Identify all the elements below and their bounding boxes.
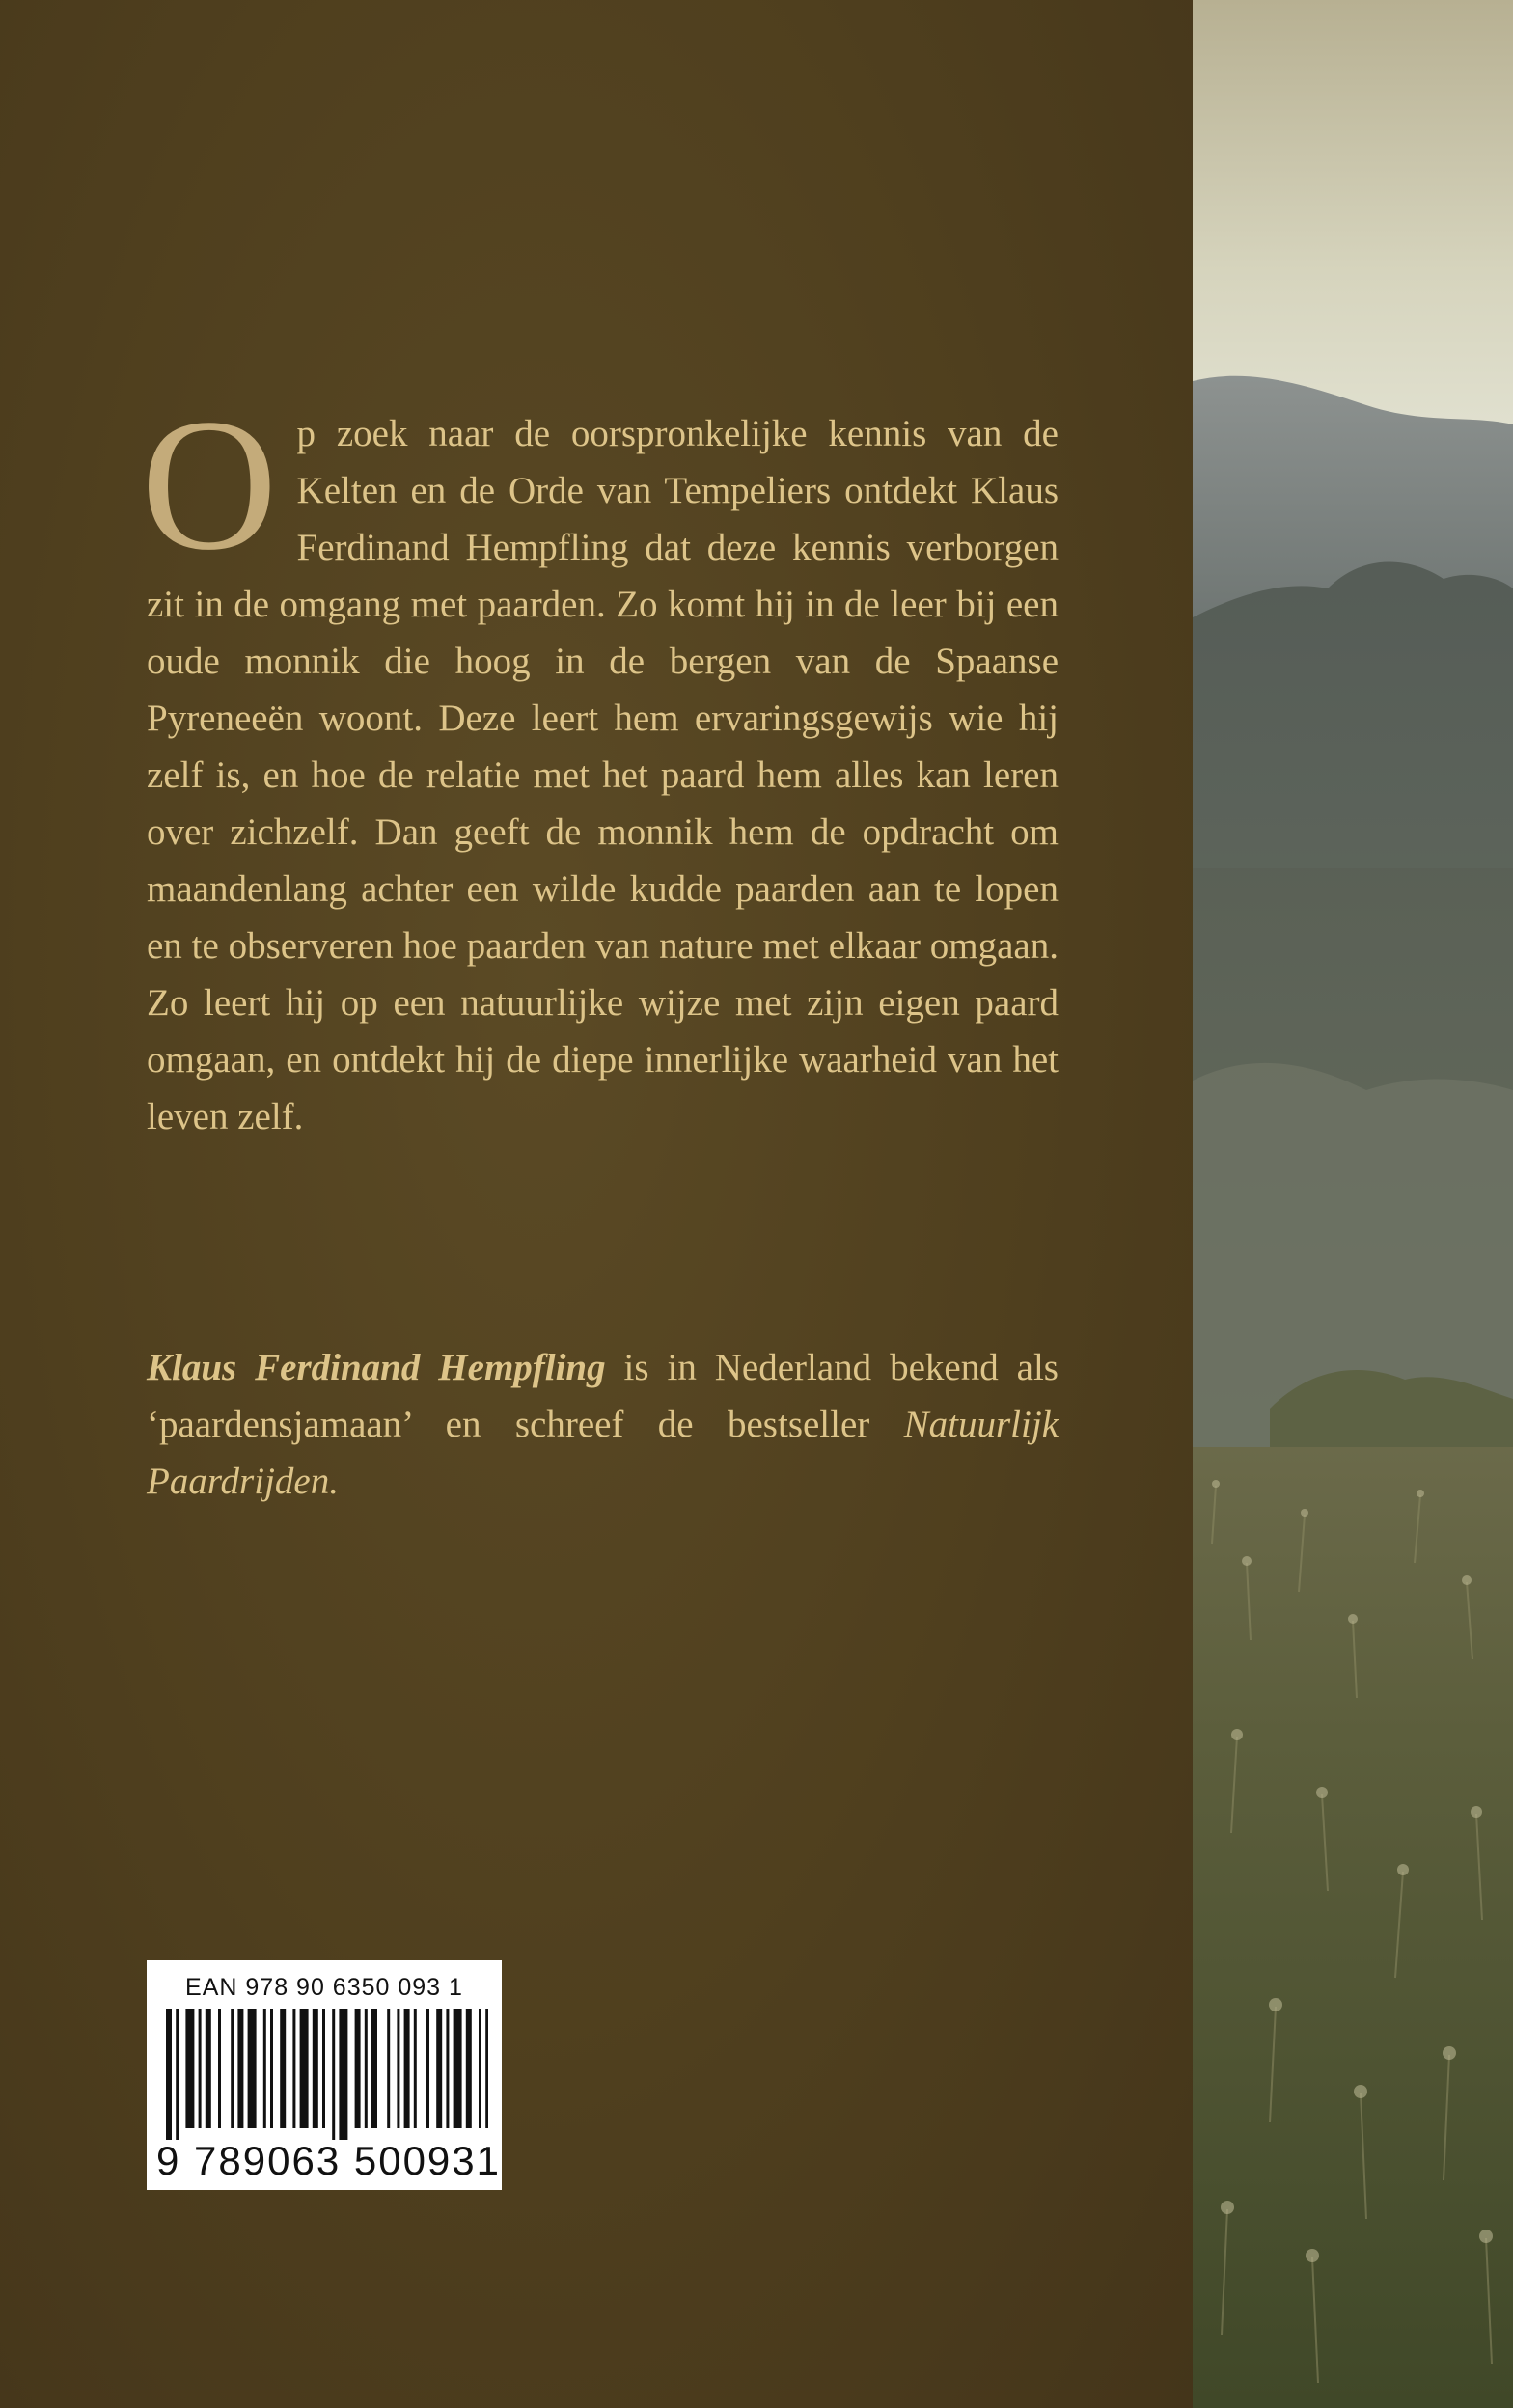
barcode-bar: [313, 2009, 318, 2128]
author-bio-text: is in Nederland bekend als ‘paardensjamaan’ en schreef de bestseller: [147, 1347, 1059, 1445]
barcode-bar: [206, 2009, 211, 2128]
barcode-bar: [280, 2009, 286, 2128]
barcode-bar: [300, 2009, 309, 2128]
barcode-bar: [166, 2009, 172, 2140]
author-name: Klaus Ferdinand Hempfling: [147, 1347, 606, 1388]
barcode-bar: [387, 2009, 390, 2128]
barcode-bar: [355, 2009, 361, 2128]
barcode-digits: 9 789063 500931: [156, 2138, 501, 2183]
landscape-photo-strip: [1193, 0, 1513, 2408]
barcode-bar: [248, 2009, 257, 2128]
barcode-icon: [160, 2009, 488, 2140]
barcode-bar: [185, 2009, 194, 2128]
barcode-bar: [426, 2009, 429, 2128]
barcode-bar: [404, 2009, 410, 2128]
barcode-bar: [332, 2009, 335, 2140]
blurb-text: p zoek naar de oorspronkelijke kennis van de Kelten en de Orde van Tempeliers ontdekt Klaus Ferdinand Hempfling dat deze kennis verborgen zit in de omgang met paarden. Zo komt hij in de leer bij een oude monnik die hoog in de bergen van de Spaanse Pyreneeën woont. Deze leert hem ervaringsgewijs wie hij zelf is, en hoe de relatie met het paard hem alles kan leren over zichzelf. Dan geeft de monnik hem de opdracht om maandenlang achter een wilde kudde paarden aan te lopen en te observeren hoe paarden van nature met elkaar omgaan. Zo leert hij op een natuurlijke wijze met zijn eigen paard omgaan, en ontdekt hij de diepe innerlijke waarheid van het leven zelf.: [147, 413, 1059, 1137]
barcode-bar: [371, 2009, 377, 2128]
misty-meadow-photo: [1193, 0, 1513, 2408]
barcode-bar: [237, 2009, 243, 2128]
barcode-bar: [322, 2009, 325, 2128]
barcode-box: [147, 1960, 502, 2190]
drop-cap-letter: O: [141, 380, 278, 589]
barcode-bar: [479, 2009, 481, 2128]
barcode-bar: [365, 2009, 368, 2128]
barcode-bar: [263, 2009, 266, 2128]
barcode-bar: [292, 2009, 295, 2128]
barcode-bar: [466, 2009, 472, 2128]
barcode-bar: [446, 2009, 449, 2128]
barcode-bar: [270, 2009, 273, 2128]
barcode-bar: [199, 2009, 202, 2128]
ean-label: EAN 978 90 6350 093 1: [185, 1974, 463, 2001]
barcode-bar: [436, 2009, 442, 2128]
barcode-bar: [339, 2009, 347, 2140]
barcode-bar: [176, 2009, 179, 2140]
barcode-bar: [454, 2009, 462, 2128]
barcode-bar: [231, 2009, 234, 2128]
barcode-bar: [414, 2009, 417, 2128]
author-bio: [147, 1339, 1059, 1510]
barcode-bar: [218, 2009, 221, 2128]
book-title: Natuurlijk Paardrijden.: [147, 1404, 1059, 1502]
barcode-bar: [485, 2009, 488, 2128]
barcode-bar: [397, 2009, 399, 2128]
blurb-paragraph: [141, 380, 1059, 1145]
